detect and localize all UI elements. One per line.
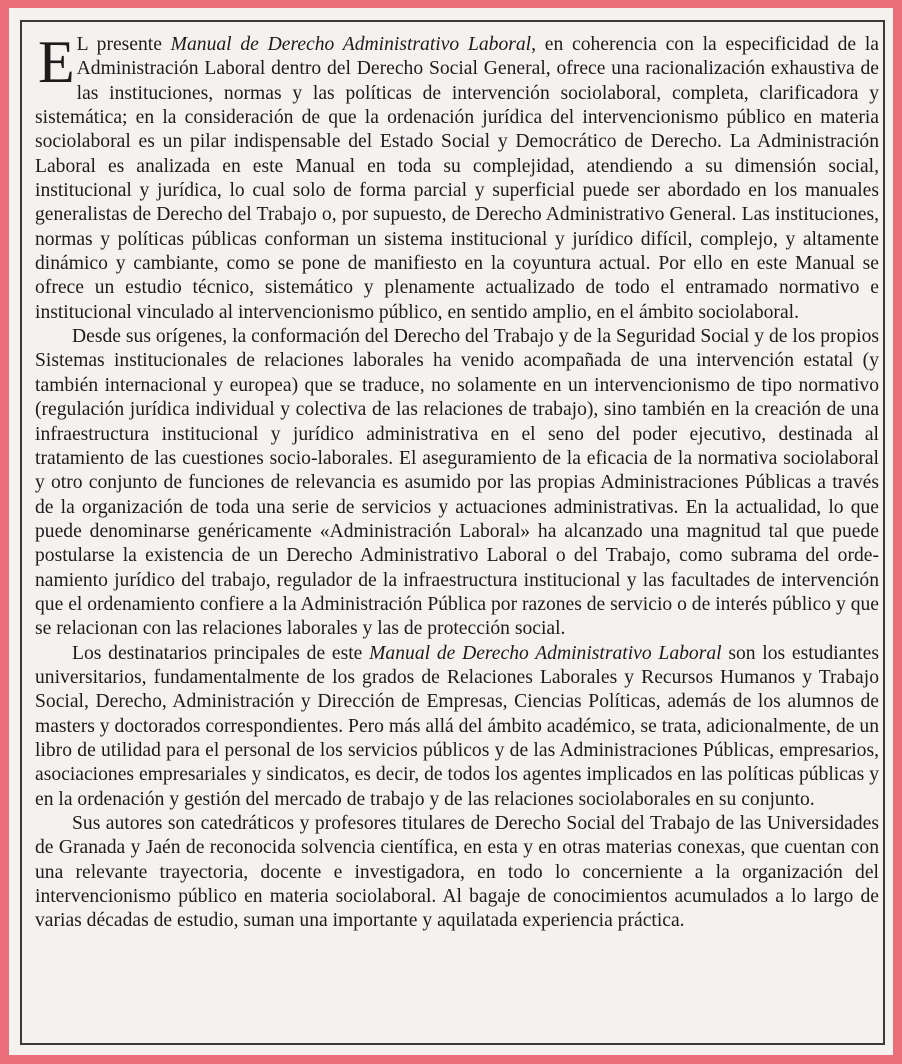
paragraph-3 bbox=[35, 642, 879, 812]
drop-cap-letter: E bbox=[38, 29, 75, 95]
paragraph-1 bbox=[35, 29, 879, 325]
paragraph-1-body: , en coherencia con la especificidad de la Administración Laboral dentro del Derecho Social General, ofrece una racionalización exhaustiva de las instituciones, normas y las políticas de intervención sociolaboral, completa, clarificadora y sistemática; en la consideración de que la ordenación jurídica del intervencionismo público en materia sociolaboral es un pilar indispensable del Estado Social y Democrático de Derecho. La Administración Laboral es analizada en este Manual en toda su complejidad, atendiendo a su dimensión social, institucional y jurídica, lo cual solo de forma parcial y superficial puede ser abordado en los manuales generalistas de Derecho del Trabajo o, por supuesto, de Derecho Administrativo General. Las instituciones, normas y políticas públicas conforman un sistema institucional y jurídico difícil, complejo, y altamente dinámico y cambiante, como se pone de manifiesto en la coyuntura actual. Por ello en este Manual se ofrece un estudio técnico, sistemático y plenamente actualizado de todo el entramado normativo e institucional vinculado al intervencionismo público, en sentido amplio, en el ámbito sociolaboral. bbox=[35, 34, 879, 323]
book-title-italic-2: Manual de Derecho Administrativo Laboral bbox=[369, 642, 722, 664]
paragraph-2: Desde sus orígenes, la conformación del Derecho del Trabajo y de la Seguridad Social y de los propios Sistemas institucionales de relaciones laborales ha venido acompañada de una intervención estatal (y también internacional y europea) que se traduce, no solamente en un intervencionismo de tipo normativo (regulación jurídica individual y colectiva de las relaciones de trabajo), sino también en la creación de una infraestructura institucional y jurídico administrativa en el seno del poder ejecutivo, destinada al tratamiento de las cuestiones socio-laborales. El aseguramiento de la eficacia de la normativa sociolaboral y otro conjunto de funciones de relevancia es asumido por las propias Administraciones Públicas a través de la organización de toda una serie de servicios y actuaciones administrativas. En la actualidad, lo que puede denominarse genéricamente «Administración Laboral» ha alcanzado una magnitud tal que puede postularse la existencia de un Derecho Administrativo Laboral o del Trabajo, como subrama del ordenamiento jurídico del trabajo, regulador de la infraestructura institucional y las facultades de intervención que el ordenamiento confiere a la Administración Pública por razones de servicio o de interés público y que se relacionan con las relaciones laborales y las de protección social. bbox=[35, 326, 879, 640]
back-cover-panel bbox=[9, 8, 893, 1055]
description-text bbox=[35, 29, 879, 934]
paragraph-1-lead: L presente bbox=[76, 34, 171, 55]
paragraph-3-body: son los estudiantes universitarios, fundamentalmente de los grados de Relaciones Laborales y Recursos Humanos y Trabajo Social, Derecho, Administración y Dirección de Empresas, Ciencias Políticas, además de los alumnos de masters y doctorados correspondientes. Pero más allá del ámbito académico, se trata, adicionalmente, de un libro de utilidad para el personal de los servicios públicos y de las Administraciones Públicas, empresarios, asociaciones empresariales y sindicatos, es decir, de todos los agentes implicados en las políticas públicas y en la ordenación y gestión del mercado de trabajo y de las relaciones sociolaborales en su conjunto. bbox=[35, 642, 879, 810]
book-title-italic: Manual de Derecho Administrativo Laboral bbox=[170, 34, 532, 55]
paragraph-4: Sus autores son catedráticos y profesores titulares de Derecho Social del Trabajo de las Universidades de Granada y Jaén de reconocida solvencia científica, en esta y en otras materias conexas, que cuentan con una relevante trayectoria, docente e investigadora, en todo lo concerniente a la organización del intervencionismo público en materia sociolaboral. Al bagaje de conocimientos acumulados a lo largo de varias décadas de estudio, suman una importante y aquilatada experiencia práctica. bbox=[35, 813, 879, 932]
paragraph-3-lead: Los destinatarios principales de este bbox=[72, 642, 370, 664]
